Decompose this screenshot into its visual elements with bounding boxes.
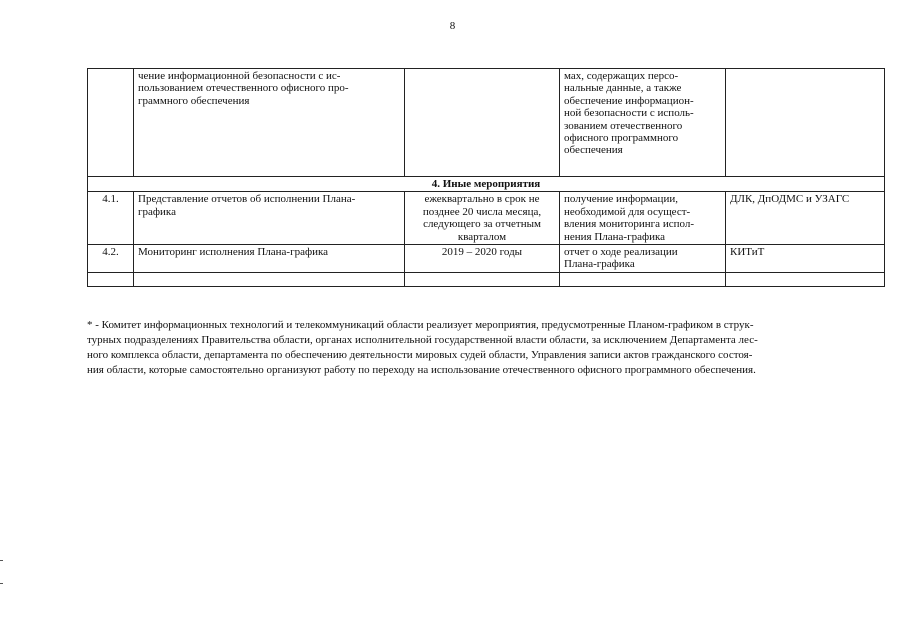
cell-text: Представление отчетов об исполнении Плана- графика — [138, 193, 356, 218]
footnote — [87, 318, 884, 378]
section-header-row — [88, 177, 885, 192]
cell-empty — [88, 272, 134, 286]
cell-responsible — [726, 69, 885, 177]
page-number: 8 — [449, 20, 456, 32]
cell-term — [405, 69, 560, 177]
cell-empty — [560, 272, 726, 286]
scan-margin-mark — [0, 560, 3, 561]
cell-empty — [405, 272, 560, 286]
cell-empty — [134, 272, 405, 286]
cell-text: чение информационной безопасности с ис- пользованием отечественного офисного про- граммного обеспечения — [138, 70, 349, 107]
cell-text: ежеквартально в срок не позднее 20 числа месяца, следующего за отчетным кварталом — [422, 193, 542, 243]
table-row — [88, 245, 885, 273]
cell-action — [134, 69, 405, 177]
cell-num: 4.2. — [88, 245, 134, 273]
cell-num: 4.1. — [88, 192, 134, 245]
cell-text: мах, содержащих персо- нальные данные, а также обеспечение информацион- ной безопасности с исполь- зованием отечественного офисного программного обеспечения — [564, 70, 694, 157]
cell-action: Мониторинг исполнения Плана-графика — [134, 245, 405, 273]
cell-result — [560, 192, 726, 245]
plan-table — [87, 68, 885, 287]
footnote-text: * - Комитет информационных технологий и телекоммуникаций области реализует мероприятия, предусмотренные Планом-графиком в струк- турных подразделениях Правительства области, органах исполнительной государственной власти области, за исключением Департамента лес- ного комплекса области, департамента по обеспечению деятельности мировых судей области, Управления записи актов гражданского состоя- ния области, которые самостоятельно организуют работу по переходу на использование отечественного офисного программного обеспечения. — [87, 319, 758, 376]
cell-result — [560, 245, 726, 273]
cell-result — [560, 69, 726, 177]
cell-term: 2019 – 2020 годы — [405, 245, 560, 273]
cell-num — [88, 69, 134, 177]
cell-responsible: ДЛК, ДпОДМС и УЗАГС — [726, 192, 885, 245]
cell-text: отчет о ходе реализации Плана-графика — [564, 246, 678, 271]
cell-empty — [726, 272, 885, 286]
scan-margin-mark — [0, 583, 3, 584]
table-row-continuation — [88, 69, 885, 177]
section-title: 4. Иные мероприятия — [88, 177, 885, 192]
cell-responsible: КИТиТ — [726, 245, 885, 273]
table-row — [88, 192, 885, 245]
cell-text: получение информации, необходимой для осущест- вления мониторинга испол- нения Плана-графика — [564, 193, 694, 243]
table-row-empty — [88, 272, 885, 286]
cell-term — [405, 192, 560, 245]
cell-action — [134, 192, 405, 245]
